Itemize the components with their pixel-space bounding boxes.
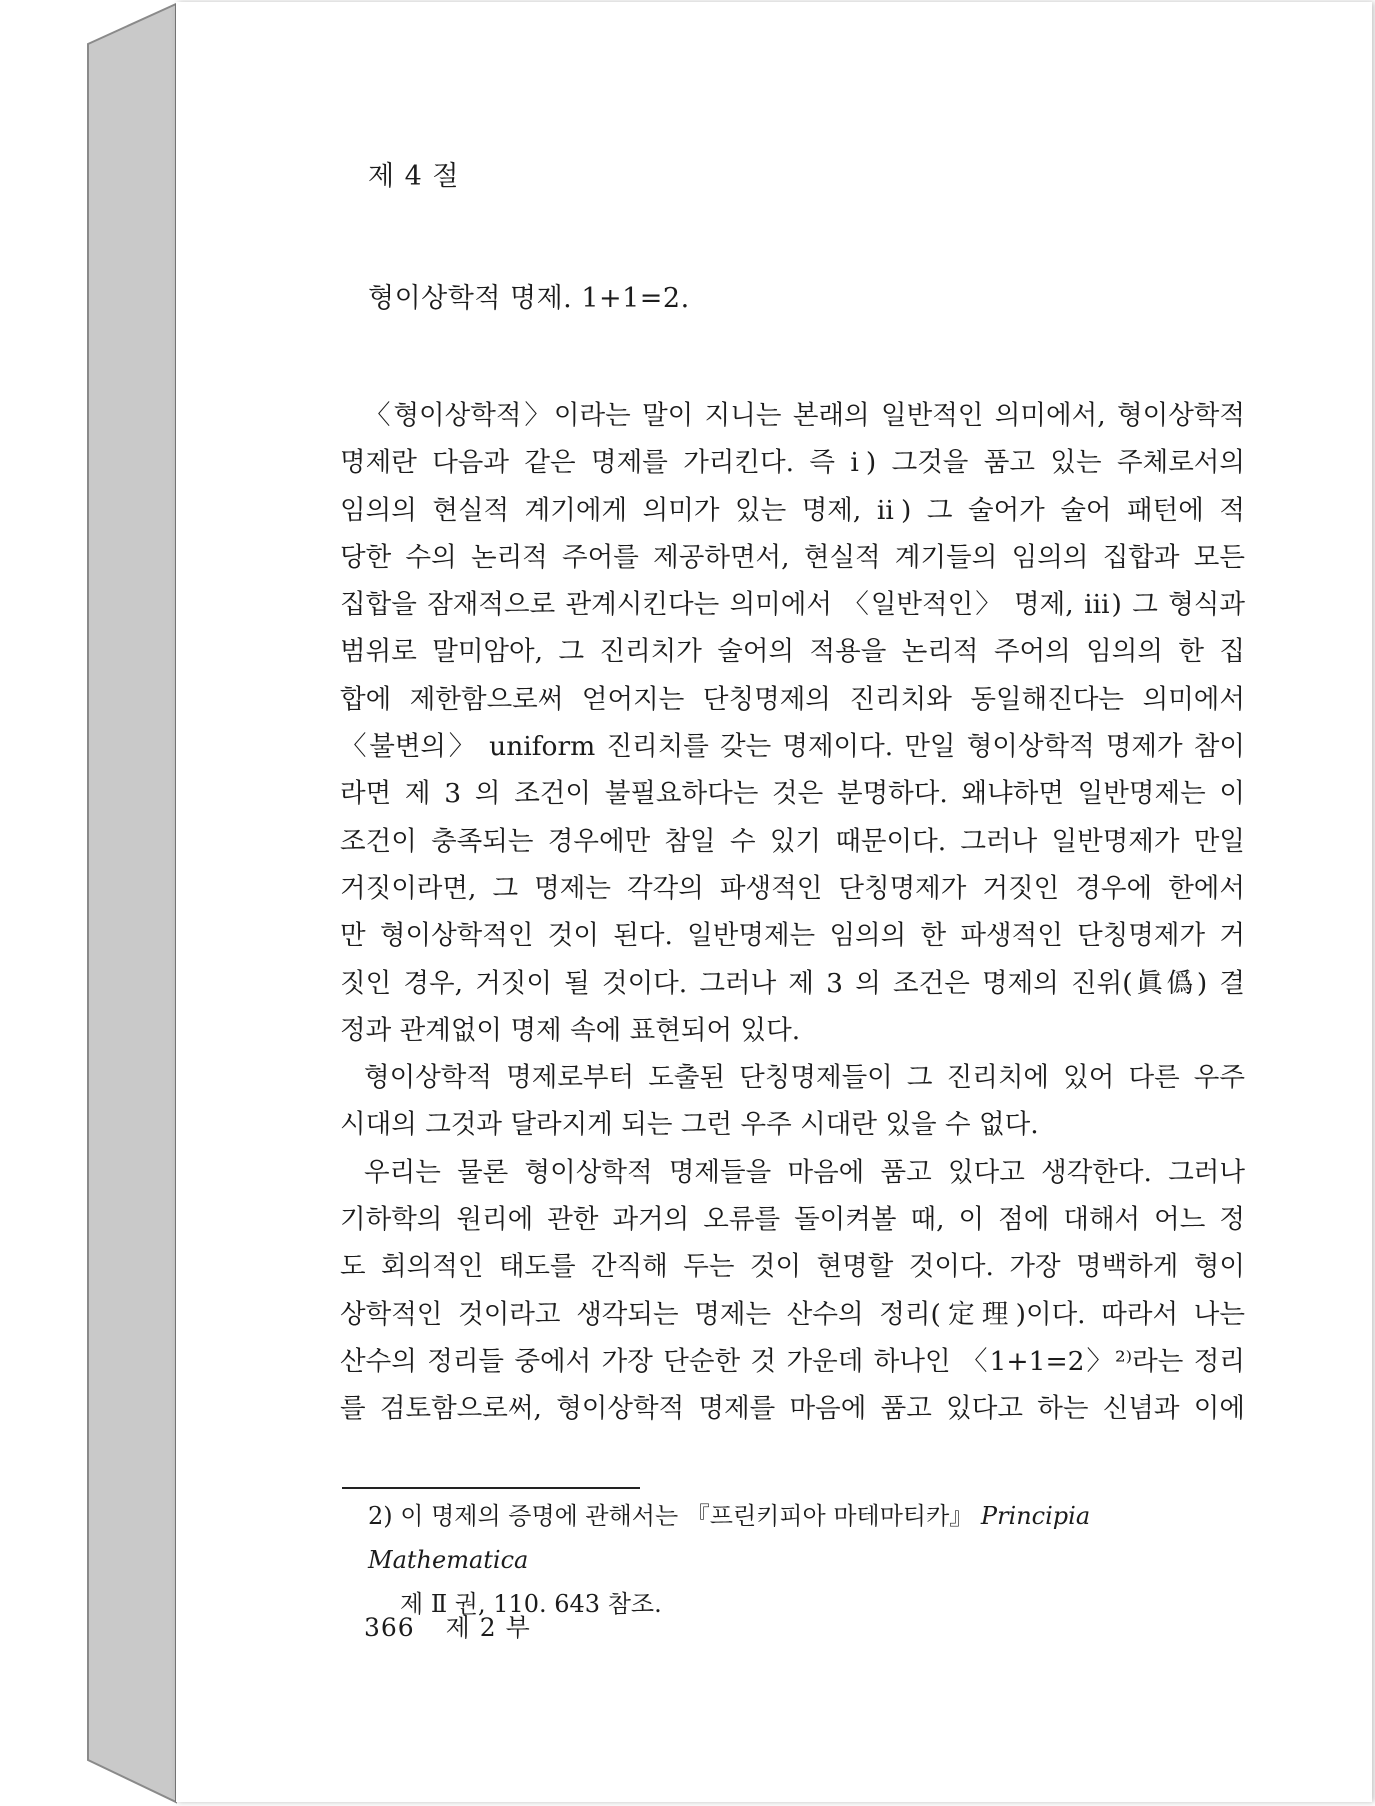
section-heading: 형이상학적 명제. 1+1=2. <box>368 283 690 314</box>
footnote <box>368 1494 1248 1626</box>
section-label: 제 4 절 <box>368 161 460 192</box>
part-label: 제 2 부 <box>445 1613 531 1642</box>
body-line: 우리는 물론 형이상학적 명제들을 마음에 품고 있다고 생각한다. 그러나 <box>364 1156 1245 1188</box>
footnote-divider <box>342 1487 640 1489</box>
footnote-line-1 <box>368 1494 1248 1582</box>
footnote-line-2: 제 Ⅱ 권, 110. 643 참조. <box>400 1590 662 1618</box>
body-line: 임의의 현실적 계기에게 의미가 있는 명제, ⅱ) 그 술어가 술어 패턴에 적 <box>340 494 1245 526</box>
footnote-book-title: Principia Mathematica <box>368 1502 1091 1574</box>
body-line: 명제란 다음과 같은 명제를 가리킨다. 즉 ⅰ) 그것을 품고 있는 주체로서의 <box>340 447 1245 479</box>
body-line: 기하학의 원리에 관한 과거의 오류를 돌이켜볼 때, 이 점에 대해서 어느 정 <box>340 1204 1245 1236</box>
body-line: 시대의 그것과 달라지게 되는 그런 우주 시대란 있을 수 없다. <box>340 1109 1039 1141</box>
body-line: 산수의 정리들 중에서 가장 단순한 것 가운데 하나인 〈1+1=2〉²⁾라는 정리 <box>340 1345 1245 1377</box>
body-line: 상학적인 것이라고 생각되는 명제는 산수의 정리(定理)이다. 따라서 나는 <box>340 1298 1245 1330</box>
body-text <box>340 392 1245 1433</box>
body-line: 집합을 잠재적으로 관계시킨다는 의미에서 〈일반적인〉 명제, ⅲ) 그 형식과 <box>340 589 1245 621</box>
body-line: 〈불변의〉 uniform 진리치를 갖는 명제이다. 만일 형이상학적 명제가 참이 <box>340 731 1245 763</box>
page-footer <box>364 1608 531 1644</box>
body-line: 〈형이상학적〉이라는 말이 지니는 본래의 일반적인 의미에서, 형이상학적 <box>364 400 1245 431</box>
body-line: 범위로 말미암아, 그 진리치가 술어의 적용을 논리적 주어의 임의의 한 집 <box>340 636 1245 668</box>
body-line: 합에 제한함으로써 얻어지는 단칭명제의 진리치와 동일해진다는 의미에서 <box>340 683 1245 715</box>
body-line: 당한 수의 논리적 주어를 제공하면서, 현실적 계기들의 임의의 집합과 모든 <box>340 541 1245 573</box>
body-line: 만 형이상학적인 것이 된다. 일반명제는 임의의 한 파생적인 단칭명제가 거 <box>340 920 1245 952</box>
page-number: 366 <box>364 1613 415 1642</box>
body-line: 를 검토함으로써, 형이상학적 명제를 마음에 품고 있다고 하는 신념과 이에 <box>340 1393 1245 1425</box>
body-line: 도 회의적인 태도를 간직해 두는 것이 현명할 것이다. 가장 명백하게 형이 <box>340 1251 1245 1283</box>
body-line: 짓인 경우, 거짓이 될 것이다. 그러나 제 3 의 조건은 명제의 진위(眞僞) 결 <box>340 967 1245 999</box>
body-line: 정과 관계없이 명제 속에 표현되어 있다. <box>340 1014 801 1046</box>
body-line: 거짓이라면, 그 명제는 각각의 파생적인 단칭명제가 거짓인 경우에 한에서 <box>340 872 1245 904</box>
footnote-text: 2) 이 명제의 증명에 관해서는 『프린키피아 마테마티카』 <box>368 1502 974 1530</box>
body-line: 라면 제 3 의 조건이 불필요하다는 것은 분명하다. 왜냐하면 일반명제는 이 <box>340 778 1245 810</box>
body-line: 형이상학적 명제로부터 도출된 단칭명제들이 그 진리치에 있어 다른 우주 <box>364 1062 1245 1094</box>
body-line: 조건이 충족되는 경우에만 참일 수 있기 때문이다. 그러나 일반명제가 만일 <box>340 825 1245 857</box>
